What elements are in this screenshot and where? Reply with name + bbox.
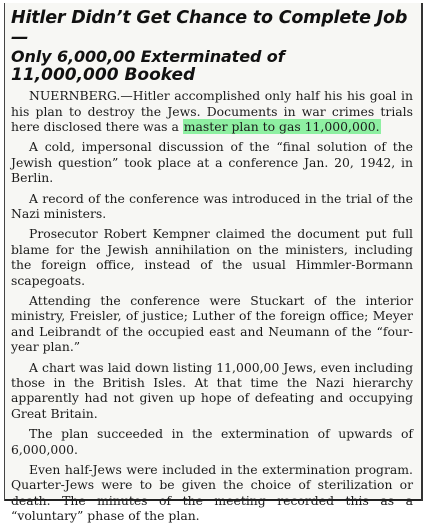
paragraph-8: Even half-Jews were included in the extermination program. Quarter-Jews were to be given the choice of sterilization or death. The minutes of the meeting recorded this as a “voluntary” phase of the plan. [11, 462, 413, 524]
paragraph-7: The plan succeeded in the extermination of upwards of 6,000,000. [11, 426, 413, 457]
paragraph-1-text: NUERNBERG.—Hitler accomplished only half his his goal in his plan to destroy the Jews. Documents in war crimes trials here disclosed there was a [11, 88, 413, 134]
paragraph-6: A chart was laid down listing 11,000,00 Jews, even including those in the British Isles. At that time the Nazi hierarchy apparently had not given up hope of defeating and occupying Great Britain. [11, 359, 413, 421]
headline-line-2: Only 6,000,00 Exterminated of [11, 47, 285, 67]
headline-line-1: Hitler Didn’t Get Chance to Complete Job— [11, 8, 408, 48]
paragraph-5: Attending the conference were Stuckart of the interior ministry, Freisler, of justice; Luther of the foreign office; Meyer and Leibrandt of the occupied east and Neumann of the “four-year plan.” [11, 293, 413, 355]
paragraph-1 [11, 88, 413, 134]
highlighted-text: master plan to gas 11,000,000. [183, 118, 380, 134]
headline-line-3: 11,000,000 Booked [11, 65, 196, 86]
paragraph-2: A cold, impersonal discussion of the “final solution of the Jewish question” took place at a conference Jan. 20, 1942, in Berlin. [11, 139, 413, 186]
newspaper-clipping [4, 3, 423, 524]
bottom-rule [5, 499, 421, 501]
paragraph-4: Prosecutor Robert Kempner claimed the document put full blame for the Jewish annihilation on the ministers, including the foreign office, instead of the usual Himmler-Bormann scapegoats. [11, 226, 413, 288]
paragraph-3: A record of the conference was introduced in the trial of the Nazi ministers. [11, 190, 413, 221]
